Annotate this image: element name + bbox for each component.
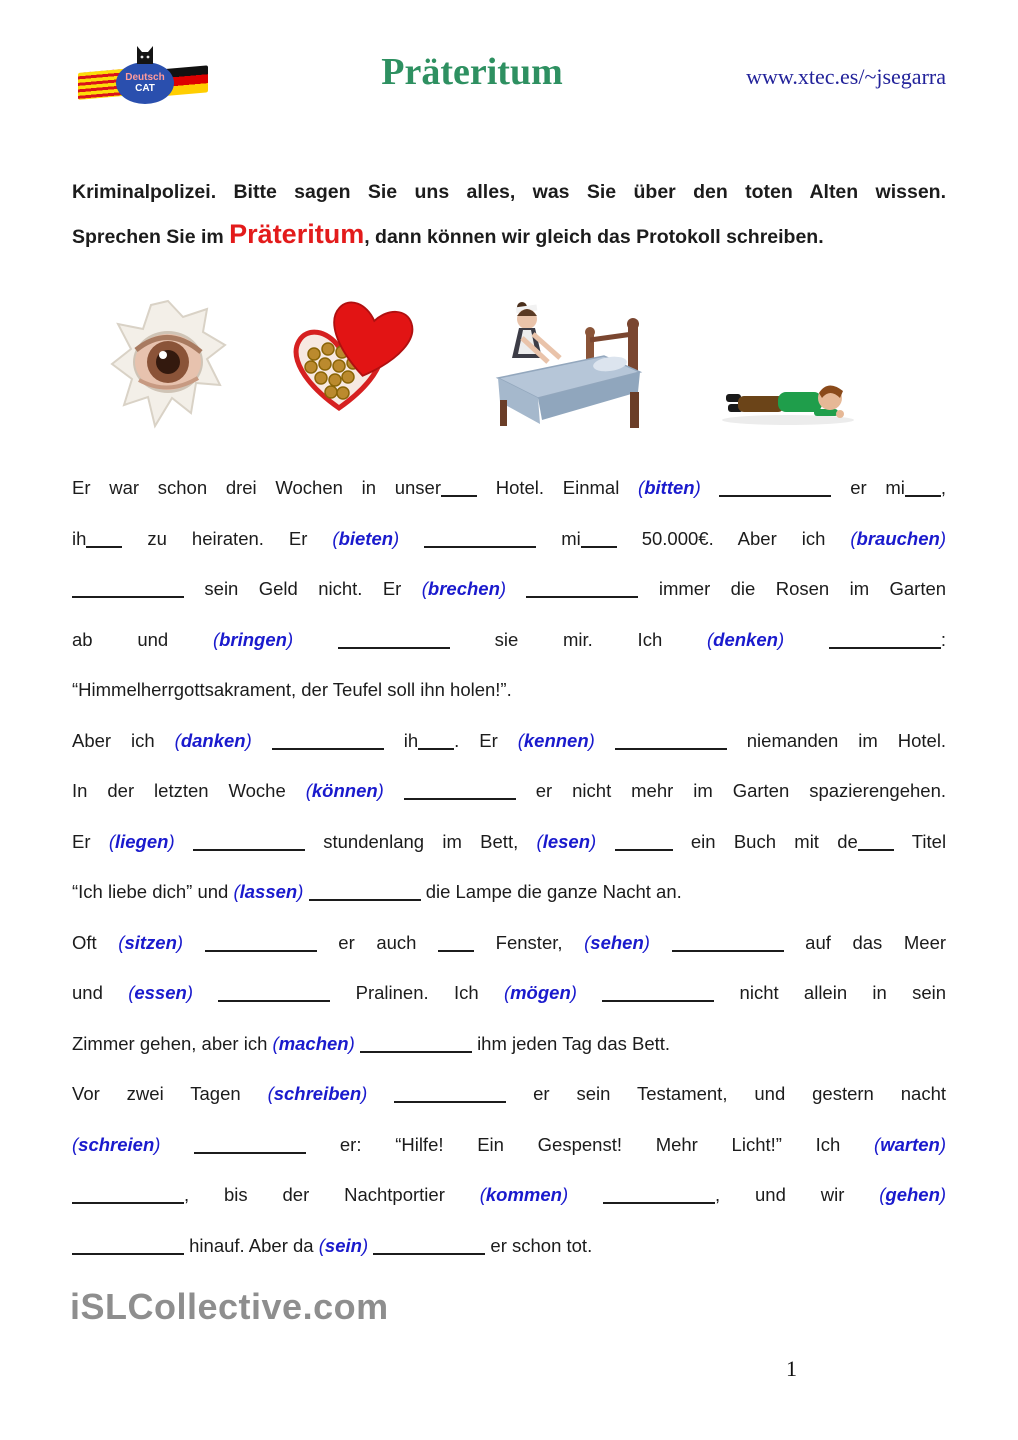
text-run: nicht allein in sein (739, 982, 947, 1003)
cat-icon (132, 42, 158, 66)
answer-blank (424, 530, 536, 548)
body-line (72, 766, 946, 817)
text-run: Hotel. Einmal (495, 477, 620, 498)
text-run: In der letzten Woche (72, 780, 286, 801)
answer-blank (615, 732, 727, 750)
verb-hint: (gehen) (879, 1184, 947, 1205)
body-line (72, 867, 946, 918)
word-ending-blank (581, 530, 617, 548)
verb-hint: (schreien) (72, 1133, 161, 1155)
text-run: Fenster, (495, 931, 563, 953)
answer-blank (272, 732, 384, 750)
eye-through-hole-image (110, 298, 228, 432)
logo-text-deutsch: Deutsch (125, 72, 165, 83)
word-ending-blank (858, 833, 894, 851)
verb-hint: (schreiben) (267, 1083, 368, 1104)
intro-line-2 (72, 221, 946, 249)
text-run: ab und (72, 628, 169, 650)
verb-hint: (denken) (707, 628, 785, 650)
word-ending-blank (441, 479, 477, 497)
answer-blank (205, 934, 317, 952)
body-line (72, 968, 946, 1019)
verb-hint: (brauchen) (850, 527, 946, 549)
answer-blank (615, 833, 673, 851)
body-line (72, 1019, 946, 1070)
text-run: , (715, 1184, 721, 1205)
body-line (72, 514, 946, 565)
logo-oval (116, 62, 174, 104)
verb-hint: (essen) (128, 982, 193, 1003)
answer-blank (360, 1035, 472, 1053)
text-run: stundenlang im Bett, (323, 830, 519, 852)
page-number: 1 (786, 1356, 797, 1381)
verb-hint: (warten) (874, 1133, 947, 1155)
text-run: er auch (338, 931, 417, 953)
verb-hint: (lassen) (233, 881, 304, 902)
body-line (72, 665, 946, 716)
verb-hint: (bitten) (638, 477, 701, 498)
verb-hint: (lesen) (536, 830, 597, 852)
body-line (72, 564, 946, 615)
islcollective-watermark: iSLCollective.com (70, 1286, 389, 1327)
text-run: Aber ich (72, 729, 155, 751)
text-run: und wir (755, 1184, 845, 1205)
verb-hint: (brechen) (421, 578, 507, 599)
word-ending-blank (905, 479, 941, 497)
text-run: , (940, 477, 947, 498)
text-run: zu heiraten. Er (147, 527, 308, 549)
text-run: hinauf. Aber da (189, 1234, 314, 1256)
body-line (72, 615, 946, 666)
intro-line-1: Kriminalpolizei. Bitte sagen Sie uns alles, was Sie über den toten Alten wissen. (72, 181, 946, 203)
text-run: bis der Nachtportier (224, 1184, 445, 1205)
body-line (72, 1120, 946, 1171)
word-ending-blank (418, 732, 454, 750)
page-header (72, 42, 946, 112)
page-title: Präteritum (381, 51, 563, 93)
verb-hint: (sehen) (584, 931, 650, 953)
verb-hint: (machen) (272, 1032, 355, 1054)
text-run: Er (479, 729, 498, 751)
verb-hint: (kommen) (479, 1184, 569, 1205)
text-run: er: “Hilfe! Ein Gespenst! Mehr Licht!” Ich (339, 1133, 841, 1155)
text-run: Vor zwei Tagen (72, 1083, 241, 1104)
text-run: mi (561, 527, 581, 549)
text-run: ih (403, 729, 419, 751)
verb-hint: (danken) (174, 729, 252, 751)
answer-blank (602, 984, 714, 1002)
verb-hint: (bieten) (332, 527, 400, 549)
intro-line-2-after: , dann können wir gleich das Protokoll schreiben. (364, 226, 824, 248)
text-run: “Himmelherrgottsakrament, der Teufel soll ihn holen!”. (72, 679, 512, 700)
text-run: niemanden im Hotel. (746, 729, 947, 751)
text-run: Zimmer gehen, aber ich (72, 1032, 268, 1054)
verb-hint: (sitzen) (118, 931, 184, 953)
text-run: “Ich liebe dich” und (72, 881, 229, 902)
word-ending-blank (438, 934, 474, 952)
answer-blank (373, 1237, 485, 1255)
intro-line-2-before: Sprechen Sie im (72, 226, 230, 248)
answer-blank (526, 580, 638, 598)
answer-blank (72, 1186, 184, 1204)
chocolate-box-image (284, 300, 419, 418)
text-run: er nicht mehr im Garten spazierengehen. (535, 780, 947, 801)
text-run: ihm jeden Tag das Bett. (477, 1032, 671, 1054)
verb-hint: (liegen) (108, 830, 175, 852)
text-run: er sein Testament, und gestern nacht (533, 1083, 946, 1104)
verb-hint: (sein) (318, 1234, 369, 1256)
logo-text-cat: CAT (135, 83, 155, 94)
answer-blank (603, 1186, 715, 1204)
body-text (72, 463, 946, 1271)
answer-blank (309, 883, 421, 901)
answer-blank (672, 934, 784, 952)
answer-blank (194, 1136, 306, 1154)
text-run: auf das Meer (805, 931, 947, 953)
answer-blank (72, 1237, 184, 1255)
answer-blank (193, 833, 305, 851)
answer-blank (72, 580, 184, 598)
highlight-prateritum: Präteritum (229, 219, 365, 249)
deutsch-cat-logo (78, 44, 210, 108)
body-line (72, 716, 946, 767)
text-run: ein Buch mit de (690, 830, 858, 852)
answer-blank (404, 782, 516, 800)
text-run: Oft (72, 931, 97, 953)
body-line (72, 1170, 946, 1221)
body-line (72, 1221, 946, 1272)
verb-hint: (mögen) (503, 982, 577, 1003)
word-ending-blank (86, 530, 122, 548)
website-url: www.xtec.es/~jsegarra (746, 64, 946, 89)
text-run: sein Geld nicht. Er (204, 578, 402, 599)
text-run: er mi (850, 477, 905, 498)
answer-blank (719, 479, 831, 497)
answer-blank (394, 1085, 506, 1103)
text-run: die Lampe die ganze Nacht an. (425, 881, 682, 902)
verb-hint: (bringen) (212, 628, 294, 650)
verb-hint: (können) (305, 780, 384, 801)
text-run: : (940, 628, 947, 650)
answer-blank (338, 631, 450, 649)
maid-making-bed-image (486, 294, 654, 434)
text-run: und (72, 982, 103, 1003)
text-run: er schon tot. (490, 1234, 593, 1256)
intro-paragraph (72, 181, 946, 249)
text-run: , (184, 1184, 190, 1205)
text-run: 50.000€. Aber ich (641, 527, 826, 549)
text-run: immer die Rosen im Garten (658, 578, 947, 599)
verb-hint: (kennen) (517, 729, 595, 751)
body-line (72, 463, 946, 514)
answer-blank (218, 984, 330, 1002)
text-run: . (454, 729, 460, 751)
answer-blank (829, 631, 941, 649)
man-lying-image (718, 366, 860, 428)
body-line (72, 1069, 946, 1120)
text-run: Titel (911, 830, 947, 852)
text-run: Er war schon drei Wochen in unser (72, 477, 442, 498)
text-run: Pralinen. Ich (355, 982, 479, 1003)
text-run: ih (72, 527, 87, 549)
body-line (72, 918, 946, 969)
text-run: sie mir. Ich (494, 628, 663, 650)
body-line (72, 817, 946, 868)
text-run: Er (72, 830, 91, 852)
